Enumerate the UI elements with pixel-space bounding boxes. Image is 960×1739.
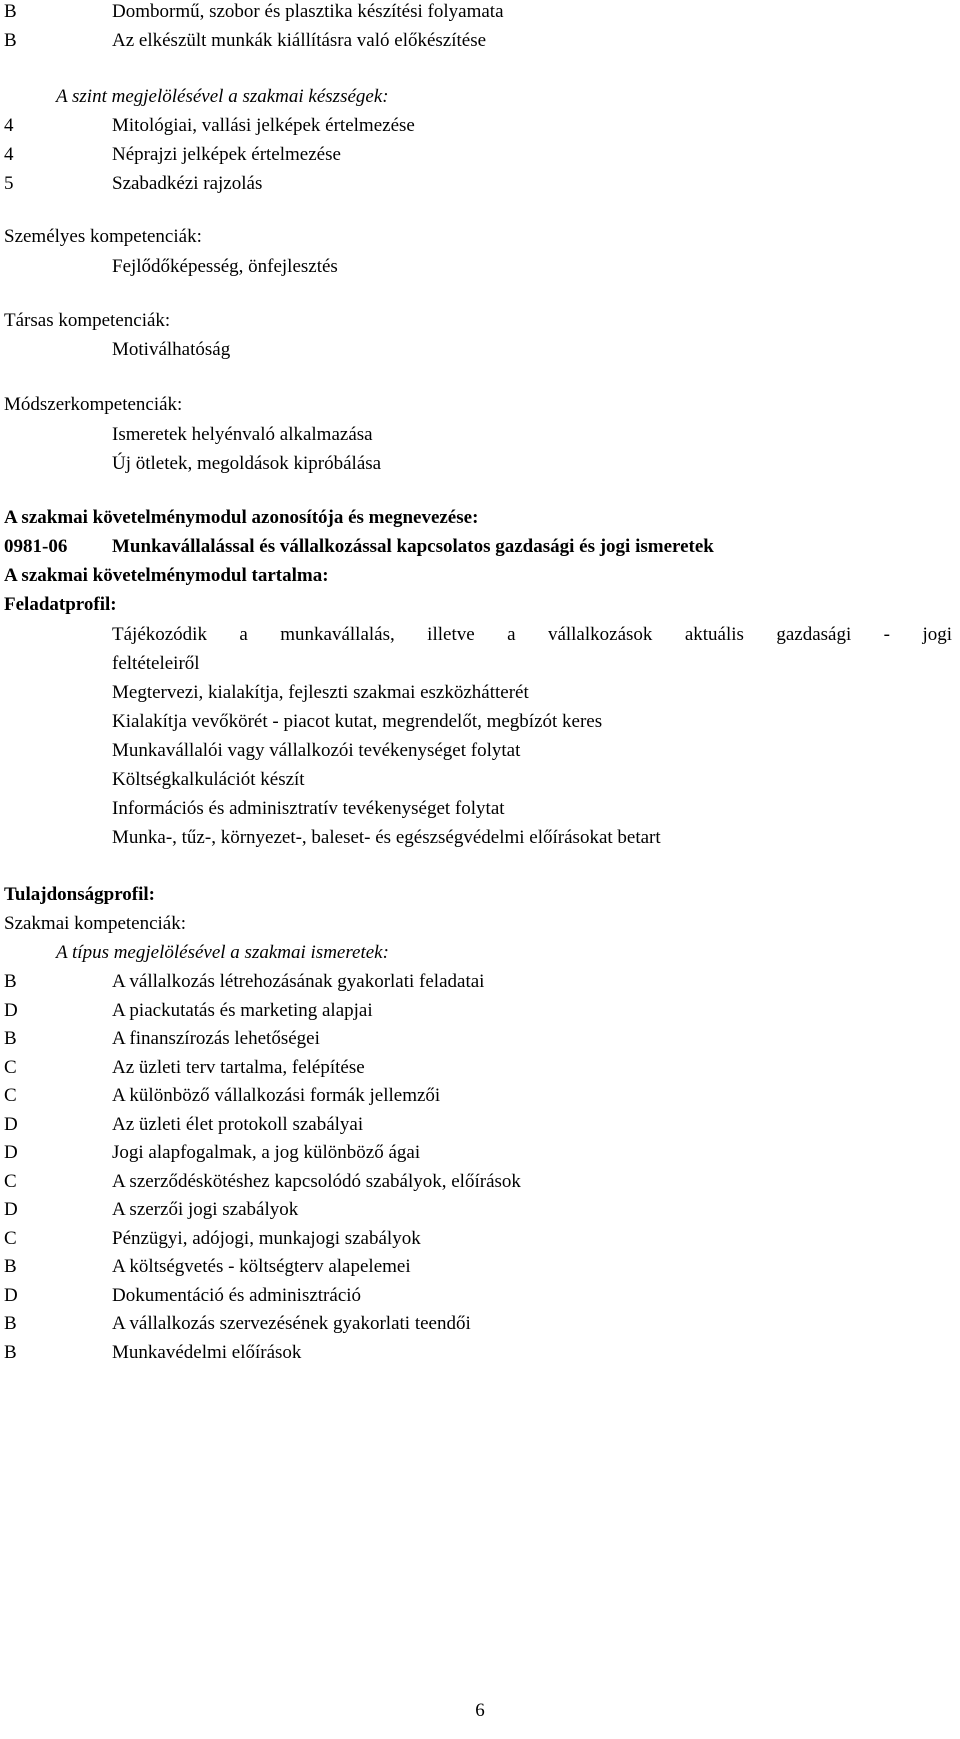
knowledge-type-code: C — [4, 1056, 17, 1078]
task-text: Információs és adminisztratív tevékenységet folytat — [112, 798, 505, 819]
task-text: Munka-, tűz-, környezet-, baleset- és egészségvédelmi előírásokat betart — [112, 827, 661, 848]
module-content-heading: A szakmai követelménymodul tartalma: — [4, 565, 329, 586]
item-text: A szerződéskötéshez kapcsolódó szabályok, előírások — [112, 1170, 521, 1192]
list-item — [4, 252, 956, 282]
knowledge-type-code: C — [4, 1085, 17, 1106]
module-id: 0981-06 — [4, 536, 68, 557]
task-text: Költségkalkulációt készít — [112, 769, 305, 790]
level-code: 4 — [4, 115, 14, 136]
knowledge-type-code: B — [4, 1028, 17, 1049]
type-heading — [4, 938, 956, 968]
knowledge-type-code: C — [4, 1227, 17, 1249]
list-item — [4, 0, 956, 27]
item-text: A különböző vállalkozási formák jellemzői — [112, 1085, 441, 1106]
skills-heading-text: A szint megjelölésével a szakmai készségek: — [56, 86, 389, 107]
list-item — [4, 967, 956, 997]
item-text: A szerzői jogi szabályok — [112, 1199, 299, 1220]
item-text: Az üzleti élet protokoll szabályai — [112, 1113, 364, 1135]
task-item — [4, 620, 956, 650]
level-code: B — [4, 1, 17, 22]
task-item — [4, 823, 956, 853]
item-text: Ismeretek helyénvaló alkalmazása — [112, 424, 373, 445]
item-text: Munkavédelmi előírások — [112, 1341, 302, 1363]
list-item — [4, 111, 956, 141]
personal-heading: Személyes kompetenciák: — [4, 226, 202, 247]
list-item — [4, 996, 956, 1026]
item-text: Dokumentáció és adminisztráció — [112, 1284, 362, 1306]
social-heading: Társas kompetenciák: — [4, 310, 171, 331]
type-heading-text: A típus megjelölésével a szakmai ismeretek: — [56, 942, 389, 963]
knowledge-type-code: C — [4, 1170, 17, 1192]
task-text: Munkavállalói vagy vállalkozói tevékenységet folytat — [112, 740, 521, 761]
item-text: A költségvetés - költségterv alapelemei — [112, 1256, 411, 1277]
task-item — [4, 794, 956, 824]
item-text: A piackutatás és marketing alapjai — [112, 999, 373, 1021]
task-profile-heading: Feladatprofil: — [4, 594, 117, 615]
list-item — [4, 169, 956, 199]
professional-heading: Szakmai kompetenciák: — [4, 913, 187, 934]
list-item — [4, 1224, 956, 1254]
list-item — [4, 1281, 956, 1311]
knowledge-type-code: D — [4, 1284, 18, 1306]
level-code: 5 — [4, 173, 14, 194]
item-text: Fejlődőképesség, önfejlesztés — [112, 256, 338, 277]
item-text: Dombormű, szobor és plasztika készítési folyamata — [112, 1, 504, 22]
list-item — [4, 1110, 956, 1140]
list-item — [4, 1195, 956, 1225]
item-text: A vállalkozás szervezésének gyakorlati teendői — [112, 1313, 471, 1334]
list-item — [4, 1081, 956, 1111]
item-text: Az elkészült munkák kiállításra való előkészítése — [112, 30, 487, 51]
list-item — [4, 1167, 956, 1197]
method-heading: Módszerkompetenciák: — [4, 394, 183, 415]
task-item — [4, 707, 956, 737]
knowledge-type-code: B — [4, 1341, 17, 1363]
item-text: Új ötletek, megoldások kipróbálása — [112, 453, 382, 474]
page-number: 6 — [475, 1700, 485, 1721]
task-item — [4, 678, 956, 708]
module-name: Munkavállalással és vállalkozással kapcsolatos gazdasági és jogi ismeretek — [112, 536, 714, 557]
list-item — [4, 420, 956, 450]
level-code: 4 — [4, 144, 14, 165]
list-item — [4, 1138, 956, 1168]
item-text: Szabadkézi rajzolás — [112, 173, 263, 194]
knowledge-type-code: D — [4, 1199, 18, 1220]
item-text: Motiválhatóság — [112, 339, 231, 360]
knowledge-type-code: D — [4, 1113, 18, 1135]
item-text: A finanszírozás lehetőségei — [112, 1028, 320, 1049]
knowledge-type-code: B — [4, 1256, 17, 1277]
knowledge-type-code: D — [4, 999, 18, 1021]
skills-heading — [4, 82, 956, 112]
list-item — [4, 1053, 956, 1083]
list-item — [4, 1252, 956, 1282]
list-item — [4, 449, 956, 479]
item-text: Pénzügyi, adójogi, munkajogi szabályok — [112, 1227, 421, 1249]
task-item-continued — [4, 649, 956, 679]
list-item — [4, 1338, 956, 1368]
task-text: feltételeiről — [112, 653, 200, 674]
property-profile-heading: Tulajdonságprofil: — [4, 884, 155, 905]
module-title — [4, 532, 956, 562]
knowledge-type-code: D — [4, 1142, 18, 1163]
knowledge-type-code: B — [4, 971, 17, 992]
item-text: Jogi alapfogalmak, a jog különböző ágai — [112, 1142, 421, 1163]
list-item — [4, 26, 956, 56]
task-text: Tájékozódik a munkavállalás, illetve a vállalkozások aktuális gazdasági - jogi — [112, 624, 952, 645]
item-text: A vállalkozás létrehozásának gyakorlati feladatai — [112, 971, 485, 992]
task-item — [4, 765, 956, 795]
list-item — [4, 1309, 956, 1339]
item-text: Néprajzi jelképek értelmezése — [112, 144, 341, 165]
task-text: Megtervezi, kialakítja, fejleszti szakmai eszközhátterét — [112, 682, 529, 703]
list-item — [4, 1024, 956, 1054]
item-text: Mitológiai, vallási jelképek értelmezése — [112, 115, 415, 136]
task-text: Kialakítja vevőkörét - piacot kutat, megrendelőt, megbízót keres — [112, 711, 603, 732]
list-item — [4, 335, 956, 365]
knowledge-type-code: B — [4, 1313, 17, 1334]
item-text: Az üzleti terv tartalma, felépítése — [112, 1056, 365, 1078]
list-item — [4, 140, 956, 170]
module-id-heading: A szakmai követelménymodul azonosítója és megnevezése: — [4, 507, 479, 528]
task-item — [4, 736, 956, 766]
level-code: B — [4, 30, 17, 51]
